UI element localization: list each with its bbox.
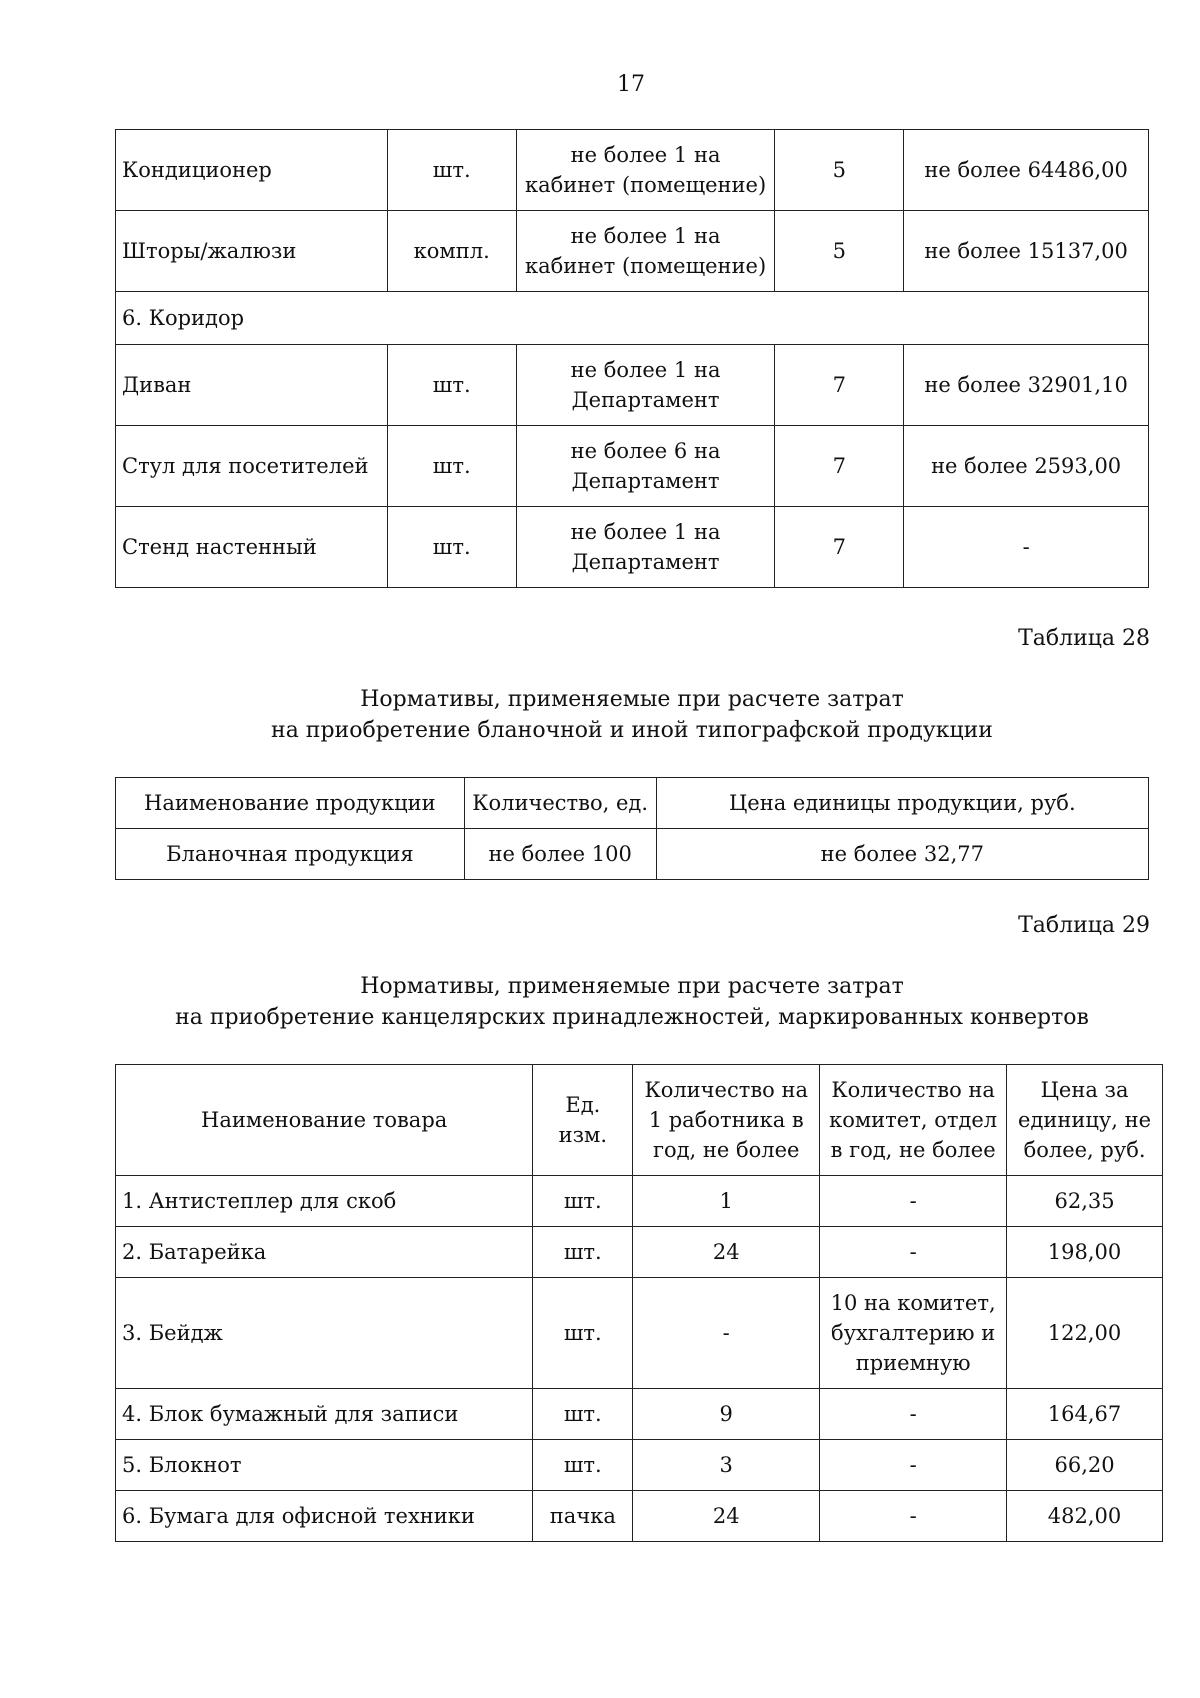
goods-unit: пачка (533, 1491, 633, 1542)
table-row (116, 507, 1149, 588)
item-price: не более 32901,10 (904, 345, 1149, 426)
goods-price: 164,67 (1007, 1389, 1163, 1440)
column-header: Количество на 1 работника в год, не более (633, 1065, 820, 1176)
goods-unit: шт. (533, 1389, 633, 1440)
table-row (116, 1227, 1163, 1278)
table-header-row (116, 778, 1149, 829)
goods-name: 6. Бумага для офисной техники (116, 1491, 533, 1542)
item-price: не более 2593,00 (904, 426, 1149, 507)
goods-name: 4. Блок бумажный для записи (116, 1389, 533, 1440)
item-unit: шт. (387, 130, 516, 211)
item-term: 5 (775, 211, 904, 292)
goods-name: 5. Блокнот (116, 1440, 533, 1491)
table-row (116, 829, 1149, 880)
goods-name: 3. Бейдж (116, 1278, 533, 1389)
table-row (116, 1176, 1163, 1227)
item-unit: шт. (387, 426, 516, 507)
goods-qty-per-employee: 9 (633, 1389, 820, 1440)
product-quantity: не более 100 (464, 829, 656, 880)
page-number: 17 (617, 72, 645, 97)
goods-name: 1. Антистеплер для скоб (116, 1176, 533, 1227)
section-title: 6. Коридор (116, 292, 1149, 345)
table-row (116, 1389, 1163, 1440)
item-term: 5 (775, 130, 904, 211)
item-quantity: не более 6 на Департамент (516, 426, 775, 507)
goods-qty-per-committee: - (820, 1227, 1007, 1278)
table-row (116, 130, 1149, 211)
column-header: Цена единицы продукции, руб. (656, 778, 1148, 829)
table-row (116, 345, 1149, 426)
goods-qty-per-employee: 1 (633, 1176, 820, 1227)
item-unit: шт. (387, 507, 516, 588)
table-29-title-line: на приобретение канцелярских принадлежностей, маркированных конвертов (175, 1005, 1089, 1030)
goods-qty-per-employee: 24 (633, 1227, 820, 1278)
table-28-title-line: на приобретение бланочной и иной типографской продукции (271, 718, 993, 743)
stationery-table (115, 1064, 1163, 1542)
column-header: Ед. изм. (533, 1065, 633, 1176)
goods-name: 2. Батарейка (116, 1227, 533, 1278)
item-name: Диван (116, 345, 388, 426)
item-price: не более 64486,00 (904, 130, 1149, 211)
table-28-title (115, 684, 1149, 746)
goods-price: 62,35 (1007, 1176, 1163, 1227)
table-row (116, 1278, 1163, 1389)
item-price: - (904, 507, 1149, 588)
column-header: Количество на комитет, отдел в год, не более (820, 1065, 1007, 1176)
item-name: Шторы/жалюзи (116, 211, 388, 292)
table-29-label: Таблица 29 (1018, 913, 1150, 938)
goods-qty-per-committee: - (820, 1176, 1007, 1227)
goods-unit: шт. (533, 1176, 633, 1227)
table-row (116, 1491, 1163, 1542)
item-term: 7 (775, 426, 904, 507)
item-name: Кондиционер (116, 130, 388, 211)
goods-qty-per-employee: 3 (633, 1440, 820, 1491)
table-row (116, 426, 1149, 507)
column-header: Цена за единицу, не более, руб. (1007, 1065, 1163, 1176)
table-29-title (115, 971, 1149, 1033)
product-name: Бланочная продукция (116, 829, 465, 880)
table-header-row (116, 1065, 1163, 1176)
product-price: не более 32,77 (656, 829, 1148, 880)
item-unit: шт. (387, 345, 516, 426)
item-quantity: не более 1 на кабинет (помещение) (516, 211, 775, 292)
column-header: Количество, ед. (464, 778, 656, 829)
goods-price: 122,00 (1007, 1278, 1163, 1389)
printing-products-table (115, 777, 1149, 880)
table-row (116, 211, 1149, 292)
table-28-label: Таблица 28 (1018, 626, 1150, 651)
table-row (116, 1440, 1163, 1491)
goods-qty-per-committee: - (820, 1491, 1007, 1542)
item-term: 7 (775, 507, 904, 588)
goods-price: 66,20 (1007, 1440, 1163, 1491)
item-name: Стул для посетителей (116, 426, 388, 507)
column-header: Наименование товара (116, 1065, 533, 1176)
goods-qty-per-committee: - (820, 1389, 1007, 1440)
item-quantity: не более 1 на Департамент (516, 345, 775, 426)
goods-unit: шт. (533, 1278, 633, 1389)
item-price: не более 15137,00 (904, 211, 1149, 292)
item-term: 7 (775, 345, 904, 426)
furniture-norms-table (115, 129, 1149, 588)
column-header: Наименование продукции (116, 778, 465, 829)
table-29-title-line: Нормативы, применяемые при расчете затрат (360, 974, 904, 999)
goods-unit: шт. (533, 1440, 633, 1491)
item-unit: компл. (387, 211, 516, 292)
goods-price: 198,00 (1007, 1227, 1163, 1278)
item-quantity: не более 1 на кабинет (помещение) (516, 130, 775, 211)
goods-price: 482,00 (1007, 1491, 1163, 1542)
section-row (116, 292, 1149, 345)
item-quantity: не более 1 на Департамент (516, 507, 775, 588)
goods-qty-per-committee: - (820, 1440, 1007, 1491)
item-name: Стенд настенный (116, 507, 388, 588)
goods-qty-per-employee: - (633, 1278, 820, 1389)
goods-qty-per-employee: 24 (633, 1491, 820, 1542)
goods-qty-per-committee: 10 на комитет, бухгалтерию и приемную (820, 1278, 1007, 1389)
table-28-title-line: Нормативы, применяемые при расчете затрат (360, 687, 904, 712)
goods-unit: шт. (533, 1227, 633, 1278)
